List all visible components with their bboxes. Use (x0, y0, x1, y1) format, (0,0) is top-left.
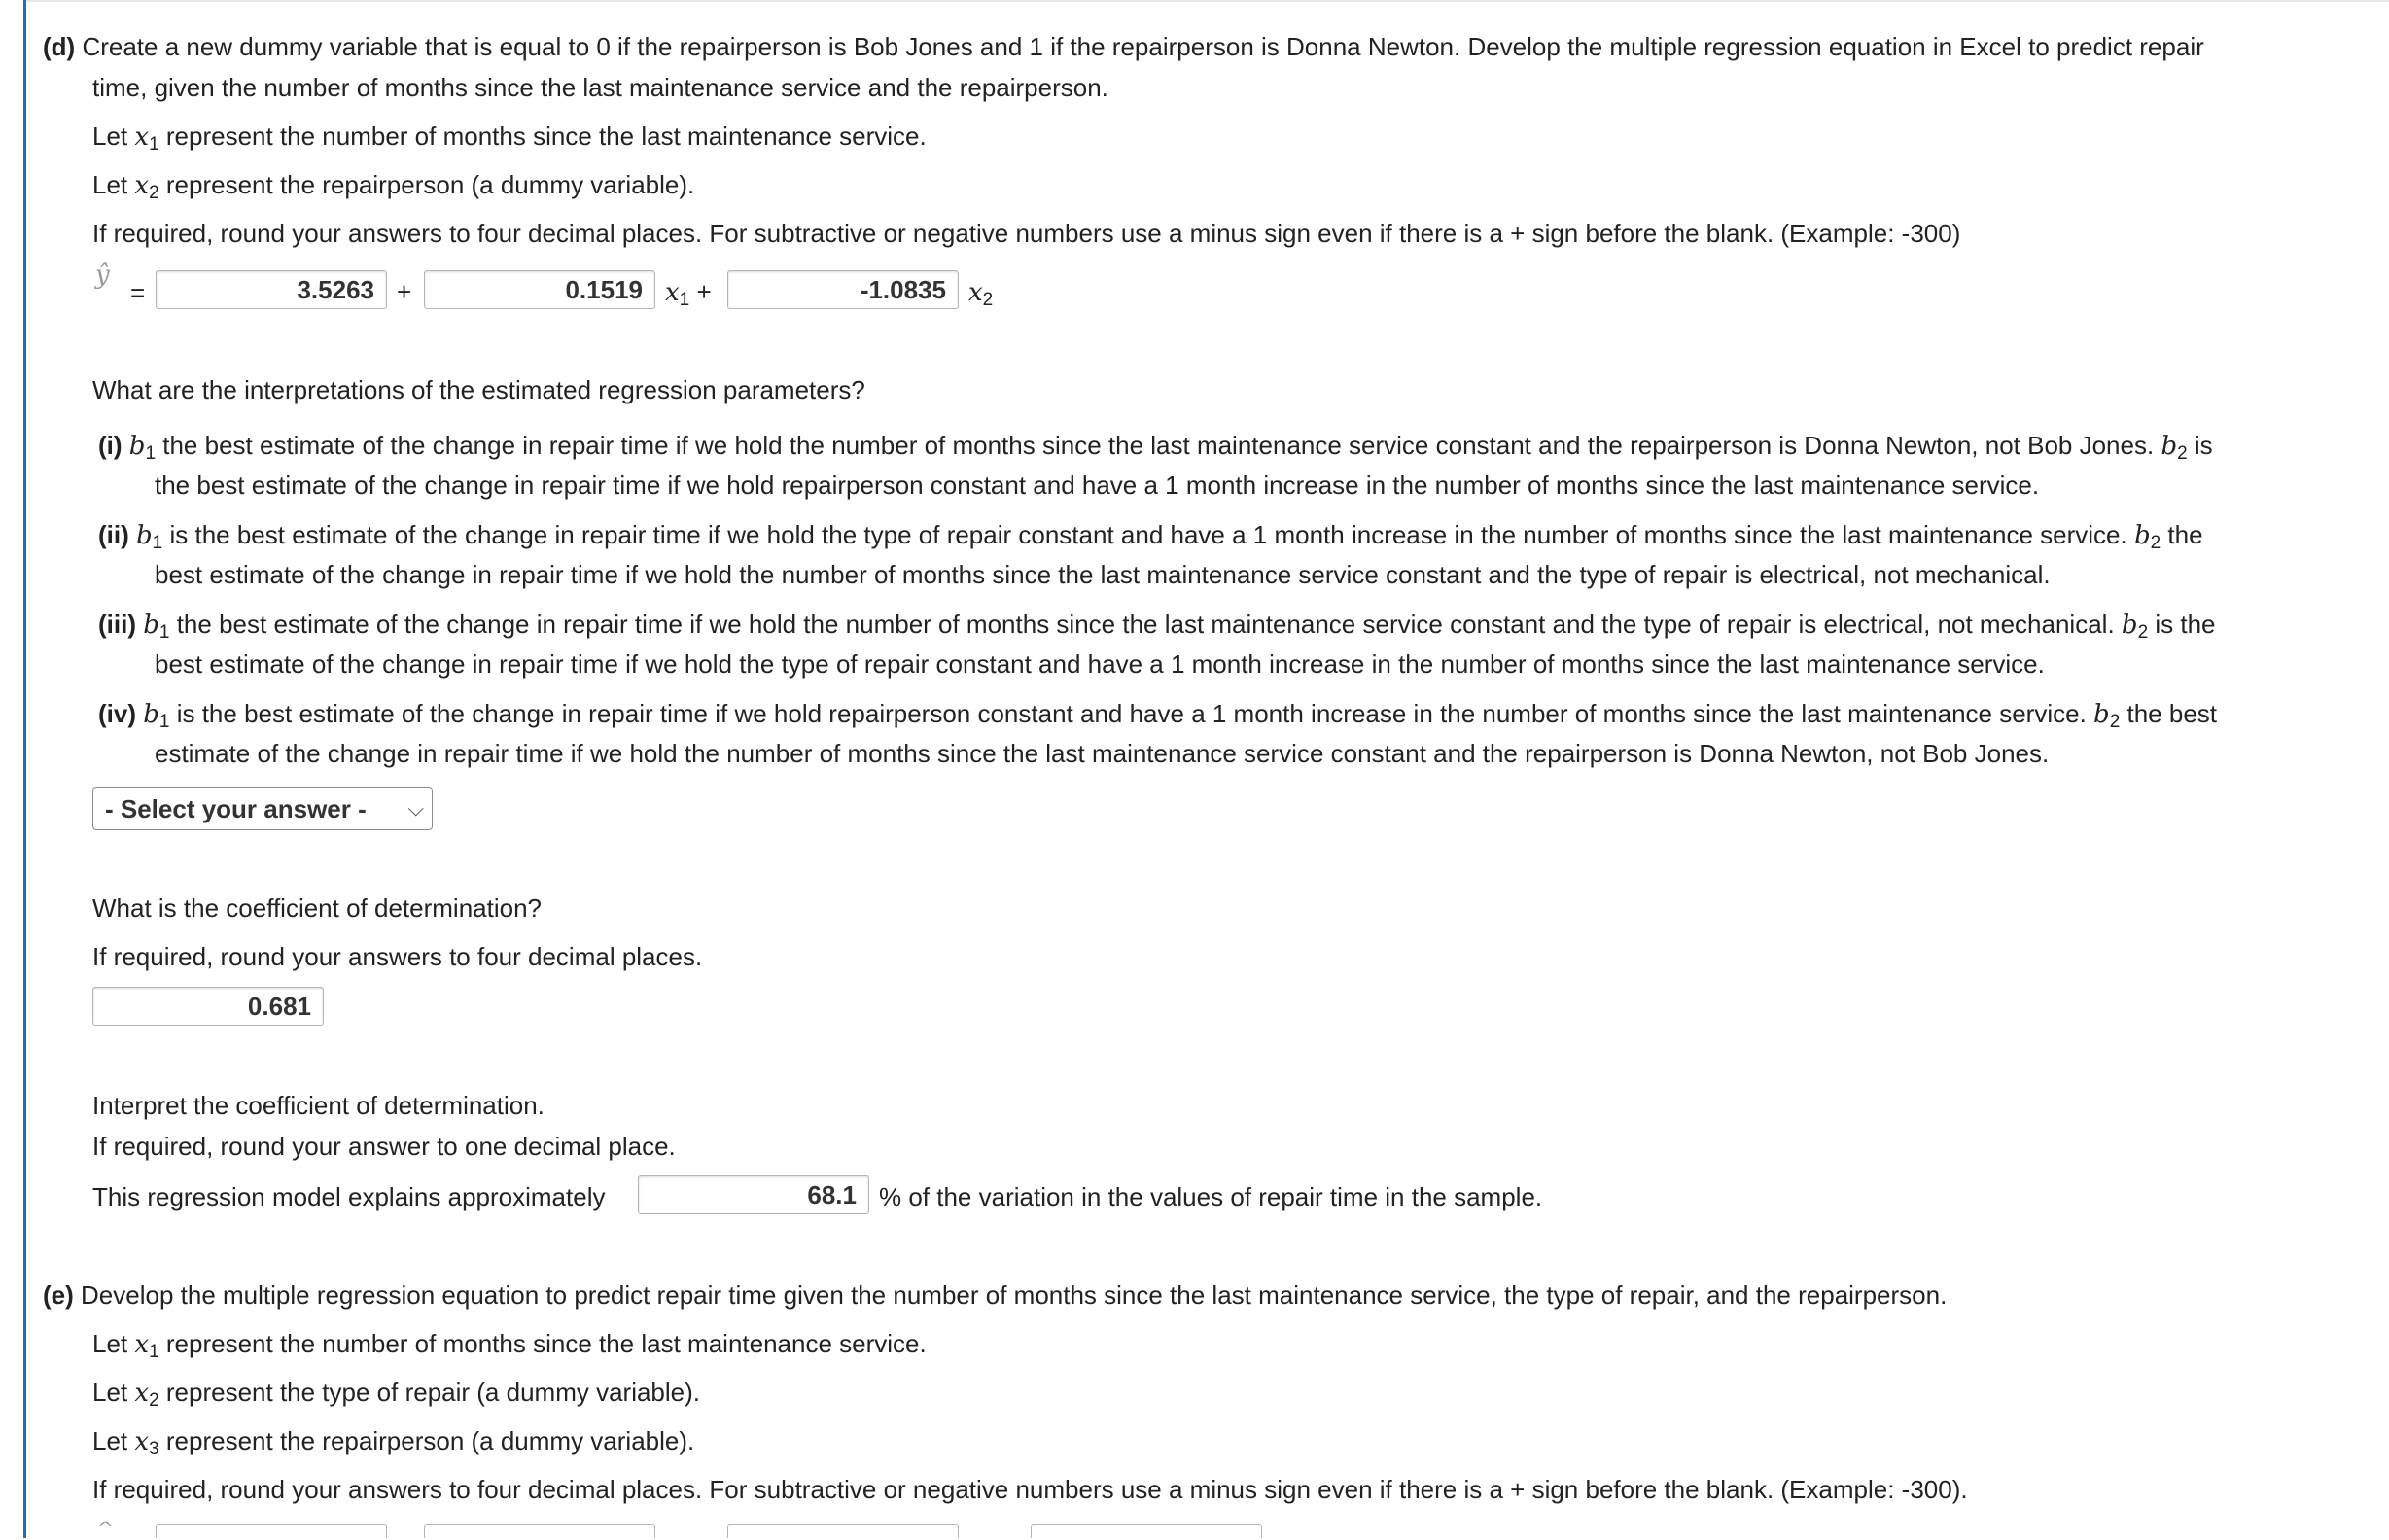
chevron-down-icon: ⌵ (407, 796, 424, 821)
part-e-round-note: If required, round your answers to four decimal places. For subtractive or negative numbers use a minus sign even if there is a + sign before the blank. (Example: -300). (92, 1475, 1968, 1504)
plus-sign: + (397, 277, 412, 306)
b0-input[interactable]: 3.5263 (156, 270, 387, 309)
part-e-intro: (e) Develop the multiple regression equation to predict repair time given the number of months since the last maintenance service, the type of repair, and the repairperson. (43, 1280, 1948, 1310)
part-d-label: (d) (43, 32, 76, 61)
option-iv-line1: (iv) $b_1$ is the best estimate of the change in repair time if we hold repairperson constant and have a 1 month increase in the number of months since the last maintenance service. $b_2$ the best (98, 699, 2218, 732)
x1-term: $x_1$ + (665, 277, 712, 310)
explains-prefix: This regression model explains approximately (92, 1182, 606, 1211)
top-divider (24, 0, 2389, 2)
cod-question: What is the coefficient of determination? (92, 893, 542, 923)
part-e-let-x1: Let $x_1$ represent the number of months since the last maintenance service. (92, 1329, 927, 1362)
left-accent-bar (23, 0, 26, 1538)
cod-round-note: If required, round your answers to four decimal places. (92, 942, 703, 971)
part-d-intro-text: Create a new dummy variable that is equal to 0 if the repairperson is Bob Jones and 1 if the repairperson is Donna Newton. Develop the multiple regression equation in Excel to predict repair (82, 32, 2204, 61)
interpretation-question: What are the interpretations of the estimated regression parameters? (92, 375, 865, 404)
option-iii-line1: (iii) $b_1$ the best estimate of the change in repair time if we hold the number of months since the last maintenance service constant and the type of repair is electrical, not mechanical. $b_2$ is the (98, 610, 2216, 643)
explains-percent-input[interactable]: 68.1 (638, 1175, 869, 1214)
interpret-cod-heading: Interpret the coefficient of determination. (92, 1091, 545, 1120)
cod-input[interactable]: 0.681 (92, 987, 324, 1026)
equals-sign: = (130, 278, 146, 307)
x2-term: $x_2$ (968, 278, 994, 310)
part-e-b0-input[interactable] (156, 1524, 387, 1538)
b1-input[interactable]: 0.1519 (424, 270, 655, 309)
part-e-b3-input[interactable] (1031, 1524, 1262, 1538)
part-e-label: (e) (43, 1280, 74, 1310)
part-e-let-x3: Let $x_3$ represent the repairperson (a dummy variable). (92, 1426, 695, 1459)
part-d-round-note: If required, round your answers to four decimal places. For subtractive or negative numbers use a minus sign even if there is a + sign before the blank. (Example: -300) (92, 219, 1961, 248)
y-hat-symbol: ŷ (95, 261, 110, 290)
option-ii-line1: (ii) $b_1$ is the best estimate of the change in repair time if we hold the type of repair constant and have a 1 month increase in the number of months since the last maintenance service. $b_2$ the (98, 520, 2203, 553)
part-d-let-x2: Let $x_2$ represent the repairperson (a dummy variable). (92, 170, 695, 203)
option-ii-line2: best estimate of the change in repair time if we hold the number of months since the last maintenance service constant and the type of repair is electrical, not mechanical. (155, 560, 2051, 589)
explains-suffix: % of the variation in the values of repair time in the sample. (879, 1182, 1543, 1211)
part-e-b1-input[interactable] (424, 1524, 655, 1538)
answer-select[interactable] (92, 788, 433, 830)
option-i-line2: the best estimate of the change in repair time if we hold repairperson constant and have a 1 month increase in the number of months since the last maintenance service. (155, 471, 2040, 500)
part-d-intro-line2: time, given the number of months since the last maintenance service and the repairperson. (92, 73, 1108, 102)
option-iii-line2: best estimate of the change in repair time if we hold the type of repair constant and have a 1 month increase in the number of months since the last maintenance service. (155, 649, 2045, 679)
interpret-round-note: If required, round your answer to one decimal place. (92, 1132, 676, 1161)
option-i-line1: (i) $b_1$ the best estimate of the change in repair time if we hold the number of months since the last maintenance service constant and the repairperson is Donna Newton, not Bob Jones. $b_2$ is (98, 431, 2213, 464)
y-hat-cutoff: ^ (97, 1517, 114, 1540)
option-iv-line2: estimate of the change in repair time if we hold the number of months since the last maintenance service constant and the repairperson is Donna Newton, not Bob Jones. (155, 739, 2050, 768)
part-d-let-x1: Let $x_1$ represent the number of months since the last maintenance service. (92, 122, 927, 155)
part-d-intro-line1 (43, 30, 2204, 63)
part-e-let-x2: Let $x_2$ represent the type of repair (a dummy variable). (92, 1378, 701, 1411)
part-e-b2-input[interactable] (727, 1524, 959, 1538)
answer-select-label: - Select your answer - (105, 794, 367, 823)
b2-input[interactable]: -1.0835 (727, 270, 959, 309)
